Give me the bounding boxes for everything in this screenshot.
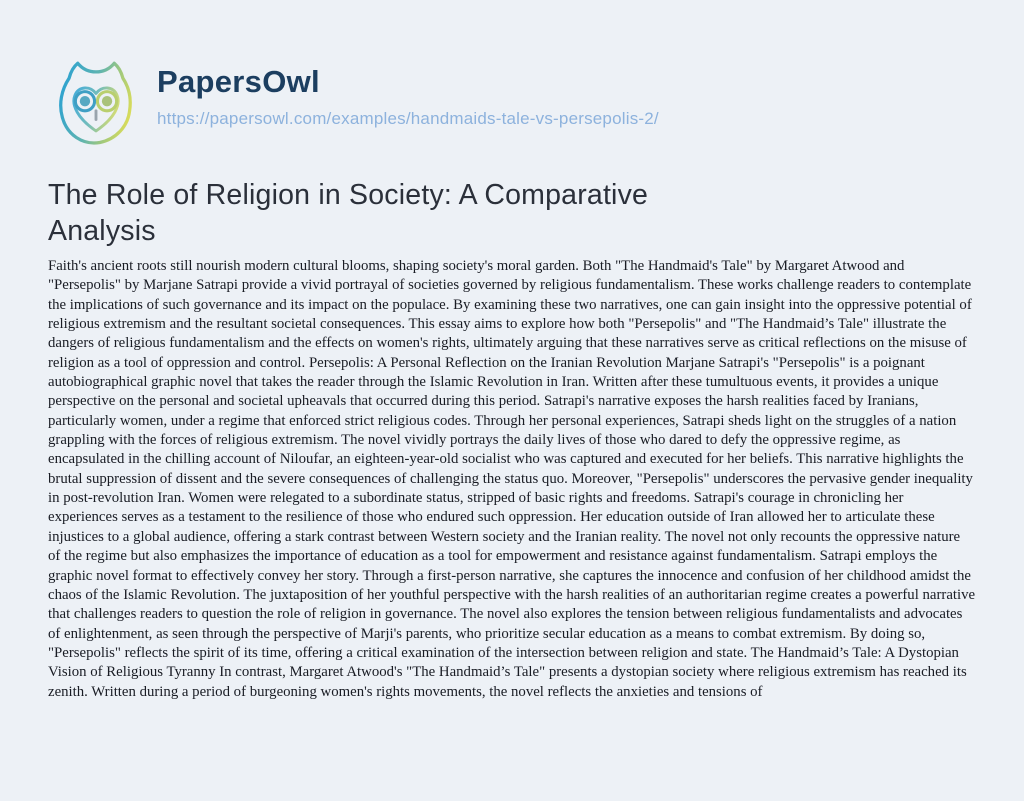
page-url-link[interactable]: https://papersowl.com/examples/handmaids-tale-vs-persepolis-2/	[157, 109, 659, 128]
header	[48, 0, 976, 155]
brand-name: PapersOwl	[157, 64, 320, 99]
owl-logo-icon	[48, 57, 144, 155]
essay-title: The Role of Religion in Society: A Comparative Analysis	[48, 179, 649, 247]
header-text	[157, 57, 659, 129]
essay-body: Faith's ancient roots still nourish modern cultural blooms, shaping society's moral garden. Both "The Handmaid's Tale" by Margaret Atwood and "Persepolis" by Marjane Satrapi provide a vivid portrayal of societies governed by religious fundamentalism. These works challenge readers to contemplate the implications of such governance and its impact on the populace. By examining these two narratives, one can gain insight into the oppressive potential of religious extremism and the resultant societal consequences. This essay aims to explore how both "Persepolis" and "The Handmaid’s Tale" illustrate the dangers of religious fundamentalism and the effects on women's rights, ultimately arguing that these narratives serve as critical reflections on the misuse of religion as a tool of oppression and control. Persepolis: A Personal Reflection on the Iranian Revolution Marjane Satrapi's "Persepolis" is a poignant autobiographical graphic novel that takes the reader through the Islamic Revolution in Iran. Written after these tumultuous events, it provides a unique perspective on the personal and societal upheavals that occurred during this period. Satrapi's narrative exposes the harsh realities faced by Iranians, particularly women, under a regime that enforced strict religious codes. Through her personal experiences, Satrapi sheds light on the struggles of a nation grappling with the forces of religious extremism. The novel vividly portrays the daily lives of those who dared to defy the oppressive regime, as encapsulated in the chilling account of Niloufar, an eighteen-year-old socialist who was captured and executed for her beliefs. This narrative highlights the brutal suppression of dissent and the severe consequences of challenging the status quo. Moreover, "Persepolis" underscores the pervasive gender inequality in post-revolution Iran. Women were relegated to a subordinate status, stripped of basic rights and freedoms. Satrapi's courage in chronicling her experiences serves as a testament to the resilience of those who endured such oppression. Her education outside of Iran allowed her to articulate these injustices to a global audience, offering a stark contrast between Western society and the Iranian reality. The novel not only recounts the oppressive nature of the regime but also emphasizes the importance of education as a tool for empowerment and resistance against fundamentalism. Satrapi employs the graphic novel format to effectively convey her story. Through a first-person narrative, she captures the innocence and confusion of her childhood amidst the chaos of the Islamic Revolution. The juxtaposition of her youthful perspective with the harsh realities of an authoritarian regime creates a powerful narrative that challenges readers to question the role of religion in governance. The novel also explores the tension between religious fundamentalists and advocates of enlightenment, as seen through the perspective of Marji's parents, who prioritize secular education as a means to combat extremism. By doing so, "Persepolis" reflects the spirit of its time, offering a critical examination of the intersection between religion and state. The Handmaid’s Tale: A Dystopian Vision of Religious Tyranny In contrast, Margaret Atwood's "The Handmaid’s Tale" presents a dystopian society where religious extremism has reached its zenith. Written during a period of burgeoning women's rights movements, the novel reflects the anxieties and tensions of	[48, 258, 976, 700]
